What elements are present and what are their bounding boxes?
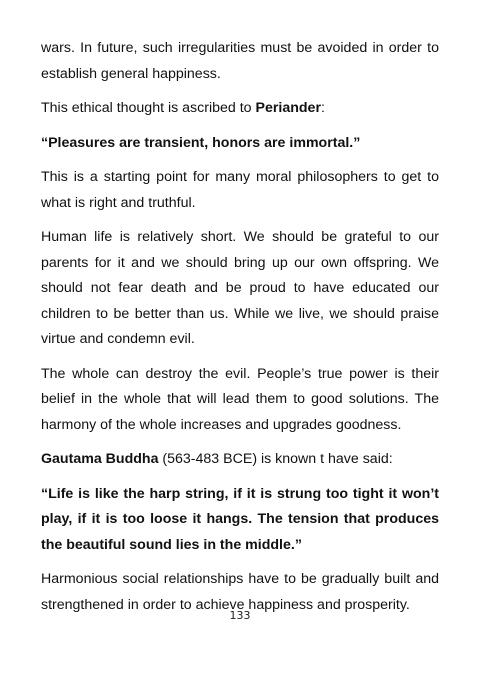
periander-colon: : bbox=[320, 100, 325, 116]
quote-periander: “Pleasures are transient, honors are immortal.” bbox=[41, 134, 361, 151]
paragraph-human-life: Human life is relatively short. We should be grateful to our parents for it and we should bring up our own offspring. We should not fear death and be proud to have educated our children to be better than us. While we live, we should praise virtue and condemn evil. bbox=[41, 229, 439, 347]
paragraph-whole: The whole can destroy the evil. People’s true power is their belief in the whole that will lead them to good solutions. The harmony of the whole increases and upgrades goodness. bbox=[41, 365, 439, 433]
paragraph-harmonious: Harmonious social relationships have to be gradually built and strengthened in order to achieve happiness and prosperity. bbox=[41, 571, 439, 613]
periander-name: Periander bbox=[255, 100, 321, 116]
periander-intro-text: This ethical thought is ascribed to bbox=[41, 100, 256, 116]
quote-buddha: “Life is like the harp string, if it is strung too tight it won’t play, if it is too loose it hangs. The tension that produces the beautiful sound lies in the middle.” bbox=[41, 485, 439, 553]
paragraph-wars: wars. In future, such irregularities must be avoided in order to establish general happiness. bbox=[41, 40, 439, 82]
paragraph-buddha-intro bbox=[41, 447, 439, 473]
buddha-intro-text: (563-483 BCE) is known t have said: bbox=[158, 451, 393, 467]
paragraph-periander-intro bbox=[41, 96, 439, 122]
page-body bbox=[41, 36, 439, 627]
buddha-name: Gautama Buddha bbox=[41, 451, 159, 467]
paragraph-starting-point: This is a starting point for many moral philosophers to get to what is right and truthful. bbox=[41, 169, 439, 211]
page-number: 133 bbox=[229, 609, 251, 622]
